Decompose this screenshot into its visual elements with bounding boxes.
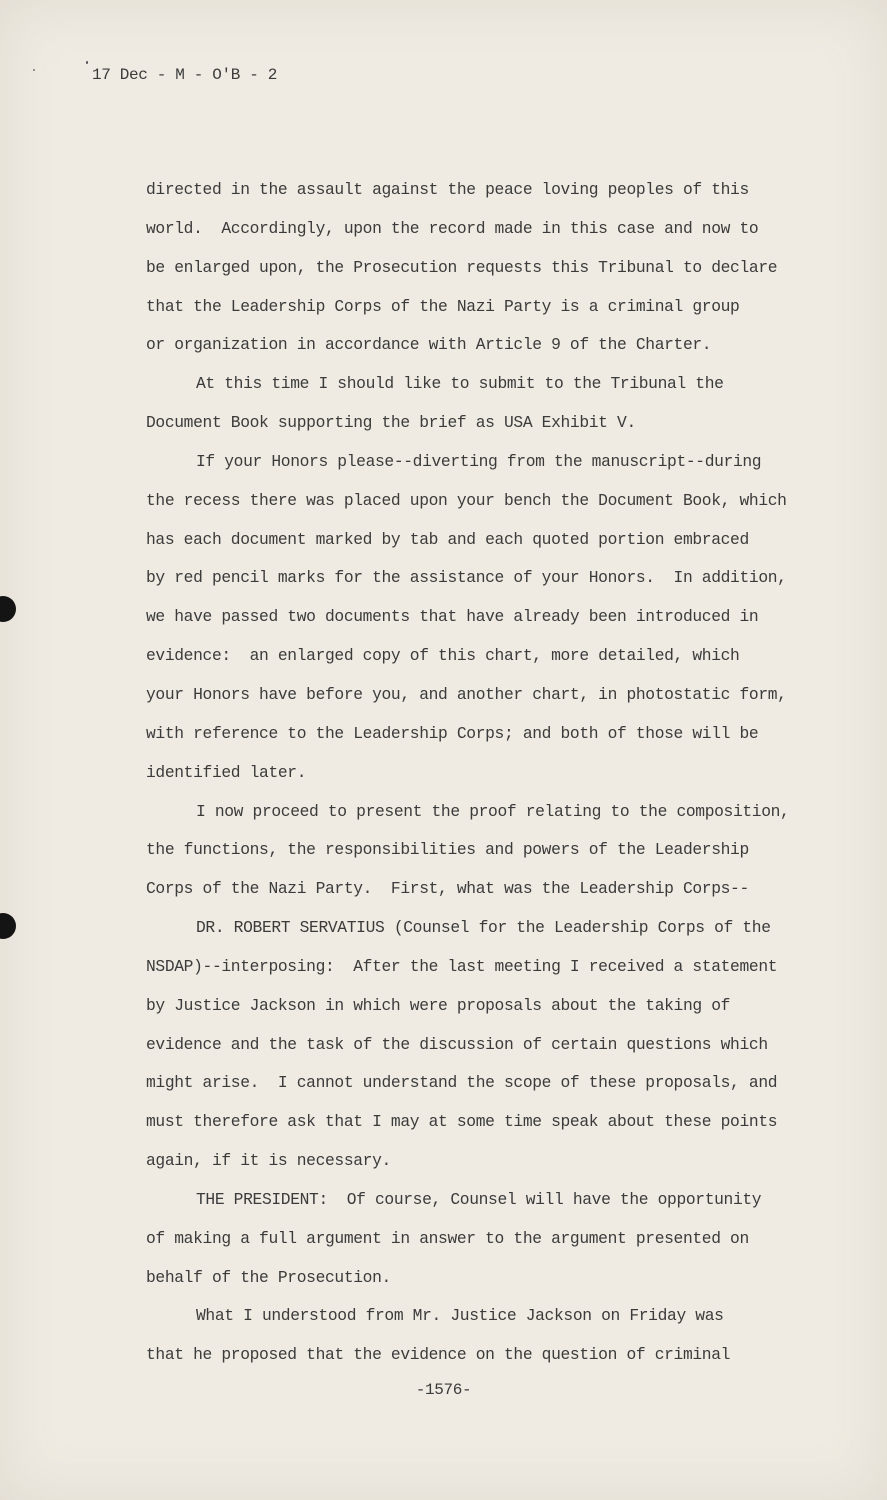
text-line: might arise. I cannot understand the scope of these proposals, and (146, 1073, 778, 1093)
text-line: with reference to the Leadership Corps; and both of those will be (146, 723, 759, 743)
page-number: -1576- (415, 1381, 472, 1399)
text-line: of making a full argument in answer to the argument presented on (146, 1228, 749, 1248)
text-line: your Honors have before you, and another chart, in photostatic form, (146, 684, 787, 704)
text-line: by red pencil marks for the assistance of your Honors. In addition, (146, 568, 787, 588)
speaker-line: THE PRESIDENT: Of course, Counsel will have the opportunity (196, 1189, 762, 1209)
transcript-body (146, 179, 826, 1383)
text-line: again, if it is necessary. (146, 1151, 391, 1171)
text-line: NSDAP)--interposing: After the last meeting I received a statement (146, 956, 778, 976)
paper-speck (86, 61, 88, 64)
text-line: be enlarged upon, the Prosecution requests this Tribunal to declare (146, 257, 778, 277)
text-line: world. Accordingly, upon the record made in this case and now to (146, 218, 759, 238)
paragraph-start-line: At this time I should like to submit to the Tribunal the (196, 374, 724, 394)
punch-hole (0, 913, 16, 939)
text-line: Document Book supporting the brief as USA Exhibit V. (146, 413, 636, 433)
text-line: or organization in accordance with Article 9 of the Charter. (146, 335, 712, 355)
text-line: evidence: an enlarged copy of this chart, more detailed, which (146, 646, 740, 666)
paper-speck (33, 69, 35, 71)
paragraph-start-line: What I understood from Mr. Justice Jackson on Friday was (196, 1306, 724, 1326)
text-line: the functions, the responsibilities and powers of the Leadership (146, 840, 749, 860)
text-line: evidence and the task of the discussion of certain questions which (146, 1034, 768, 1054)
text-line: identified later. (146, 762, 307, 782)
paragraph-start-line: I now proceed to present the proof relating to the composition, (196, 801, 790, 821)
page-header: 17 Dec - M - O'B - 2 (92, 66, 278, 84)
text-line: Corps of the Nazi Party. First, what was the Leadership Corps-- (146, 879, 749, 899)
text-line: has each document marked by tab and each quoted portion embraced (146, 529, 749, 549)
text-line: behalf of the Prosecution. (146, 1267, 391, 1287)
paragraph-start-line: If your Honors please--diverting from the manuscript--during (196, 451, 762, 471)
text-line: by Justice Jackson in which were proposals about the taking of (146, 995, 731, 1015)
text-line: the recess there was placed upon your bench the Document Book, which (146, 490, 787, 510)
punch-hole (0, 596, 16, 622)
text-line: must therefore ask that I may at some time speak about these points (146, 1112, 778, 1132)
text-line: we have passed two documents that have already been introduced in (146, 607, 759, 627)
speaker-line: DR. ROBERT SERVATIUS (Counsel for the Leadership Corps of the (196, 918, 771, 938)
text-line: directed in the assault against the peace loving peoples of this (146, 180, 749, 199)
text-line: that he proposed that the evidence on the question of criminal (146, 1345, 731, 1365)
text-line: that the Leadership Corps of the Nazi Party is a criminal group (146, 296, 740, 316)
